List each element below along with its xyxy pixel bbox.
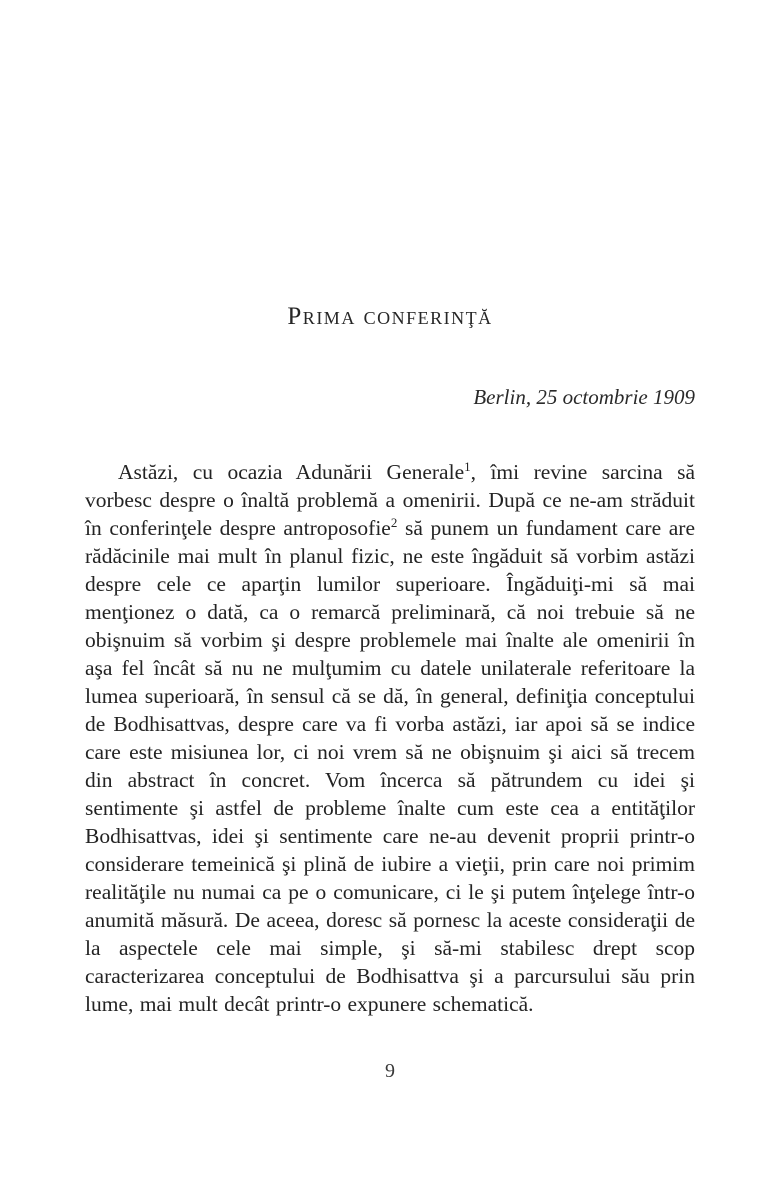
body-text-segment: să punem un fundament care are rădăcinile mai mult în planul fizic, ne este îngăduit să vorbim astăzi despre cele ce aparţin lumilor superioare. Îngăduiţi-mi să mai menţionez o dată, ca o remarcă preliminară, că noi trebuie să ne obişnuim să vorbim şi despre problemele mai înalte ale omenirii în aşa fel încât să nu ne mulţumim cu datele unilaterale referitoare la lumea superioară, în sensul că se dă, în general, definiţia conceptului de Bodhisattvas, despre care va fi vorba astăzi, iar apoi să se indice care este misiunea lor, ci noi vrem să ne obişnuim şi aici să trecem din abstract în concret. Vom încerca să pătrundem cu idei şi sentimente şi astfel de probleme înalte cum este cea a entităţilor Bodhisattvas, idei şi sentimente care ne-au devenit proprii printr-o considerare temeinică şi plină de iubire a vieţii, prin care noi primim realităţile nu numai ca pe o comunicare, ci le şi putem înţelege într-o anumită măsură. De aceea, doresc să pornesc la aceste consideraţii de la aspectele cele mai simple, şi să-mi stabilesc drept scop caracterizarea conceptului de Bodhisattva şi a parcursului său prin lume, mai mult decât printr-o expunere schematică. <box>85 515 695 1016</box>
chapter-title: Prima conferinţă <box>287 303 493 330</box>
body-paragraph <box>85 458 695 1018</box>
page-number: 9 <box>385 1060 395 1082</box>
body-text-segment: Astăzi, cu ocazia Adunării Generale <box>118 459 465 484</box>
lecture-dateline: Berlin, 25 octombrie 1909 <box>473 385 695 409</box>
footnote-marker: 2 <box>390 514 398 530</box>
body-text-segment: , îmi revine sarcina să vorbesc despre o înaltă problemă a omenirii. După ce ne-am străduit în conferinţele despre antroposofie <box>85 459 695 540</box>
footnote-marker: 1 <box>464 458 471 474</box>
